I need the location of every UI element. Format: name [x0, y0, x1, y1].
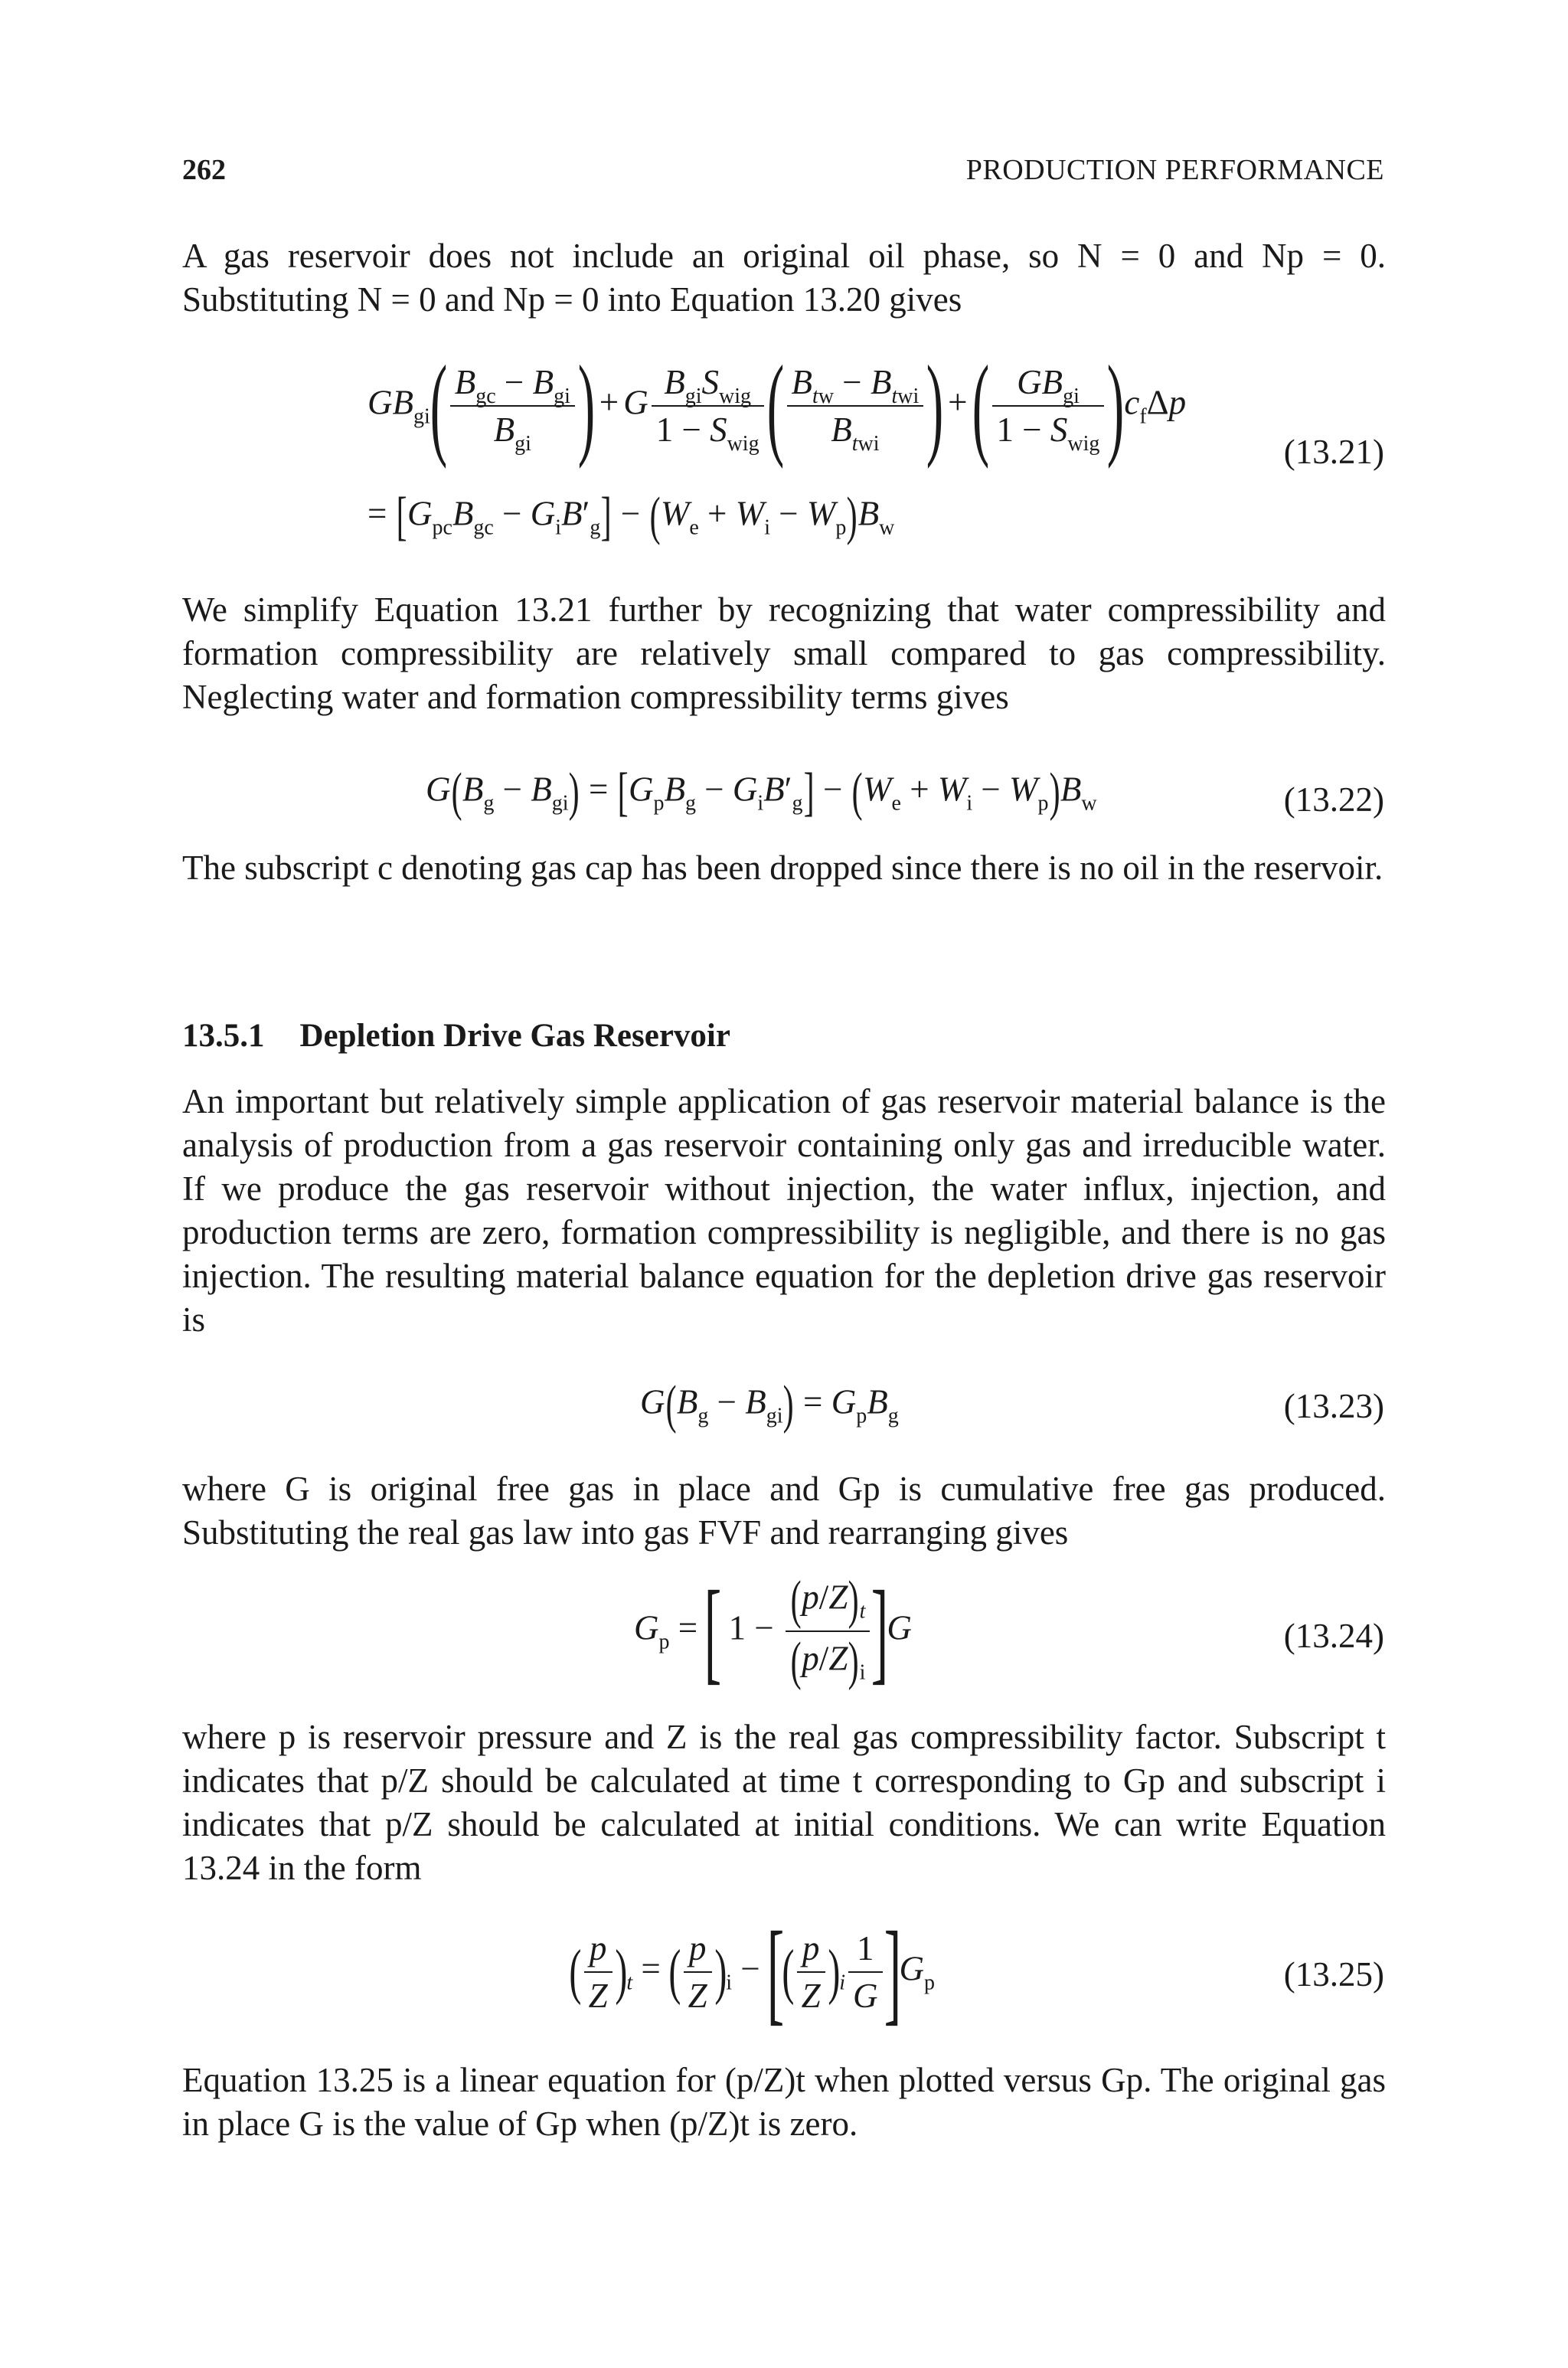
equation-13-22: $G(B_g - B_{gi}) = [G_pB_g - G_iB'_g] - (W_e + W_i - W_p)B_w$ [426, 763, 1097, 822]
equation-number-13-25: (13.25) [1283, 1955, 1384, 1994]
equation-13-23: $G(B_g - B_{gi}) = G_pB_g$ [640, 1375, 899, 1434]
page-number: 262 [182, 154, 226, 186]
equation-13-24: $G_p$ = [ 1 − $\frac{(p/Z)_t}{(p/Z)_i}$ ]G [634, 1568, 912, 1695]
equation-13-21-line2: = $[G_{pc}B_{gc} - G_iB'_g] - (W_e + W_i - W_p)B_w$ [368, 487, 895, 546]
paragraph-2: We simplify Equation 13.21 further by recognizing that water compressibility and formation compressibility are relatively small compared to gas compressibility. Neglecting water and formation compressibility terms gives [182, 590, 1386, 716]
section-title: Depletion Drive Gas Reservoir [299, 1018, 730, 1054]
equation-number-13-21: (13.21) [1283, 433, 1384, 471]
section-number: 13.5.1 [182, 1018, 265, 1054]
section-heading [182, 1017, 730, 1055]
equation-13-25: ( $\frac{p}{Z}$ )$_t$ = ( $\frac{p}{Z}$ )$_i$ − [( $\frac{p}{Z}$ )$_i$ $\frac{1}{G}$ ]$G_p$ [569, 1908, 935, 2036]
paragraph-7: Equation 13.25 is a linear equation for (p/Z)t when plotted versus Gp. The original gas in place G is the value of Gp when (p/Z)t is zero. [182, 2061, 1386, 2143]
paragraph-4: An important but relatively simple application of gas reservoir material balance is the analysis of production from a gas reservoir containing only gas and irreducible water. If we produce the gas reservoir without injection, the water influx, injection, and production terms are zero, formation compressibility is negligible, and there is no gas injection. The resulting material balance equation for the depletion drive gas reservoir is [182, 1082, 1386, 1339]
running-title: PRODUCTION PERFORMANCE [965, 154, 1384, 186]
equation-13-21-line1: $GB_{gi}$( $\frac{B_{gc} - B_{gi}}{B_{gi}}$ ) + G $\frac{B_{gi}S_{wig}}{1 - S_{wig}}$ ( $\frac{B_{tw} - B_{twi}}{B_{twi}}$ ) +( $\frac{GB_{gi}}{1 - S_{wig}}$ )$c_f\Delta p$ [368, 342, 1187, 469]
paragraph-5: where G is original free gas in place and Gp is cumulative free gas produced. Substituting the real gas law into gas FVF and rearranging gives [182, 1470, 1386, 1552]
paragraph-3: The subscript c denoting gas cap has been dropped since there is no oil in the reservoir. [182, 849, 1383, 887]
equation-number-13-23: (13.23) [1283, 1387, 1384, 1425]
equation-number-13-24: (13.24) [1283, 1617, 1384, 1655]
equation-number-13-22: (13.22) [1283, 780, 1384, 819]
paragraph-1: A gas reservoir does not include an original oil phase, so N = 0 and Np = 0. Substituting N = 0 and Np = 0 into Equation 13.20 gives [182, 237, 1386, 319]
paragraph-6: where p is reservoir pressure and Z is the real gas compressibility factor. Subscript t indicates that p/Z should be calculated at time t corresponding to Gp and subscript i indicates that p/Z should be calculated at initial conditions. We can write Equation 13.24 in the form [182, 1718, 1386, 1887]
